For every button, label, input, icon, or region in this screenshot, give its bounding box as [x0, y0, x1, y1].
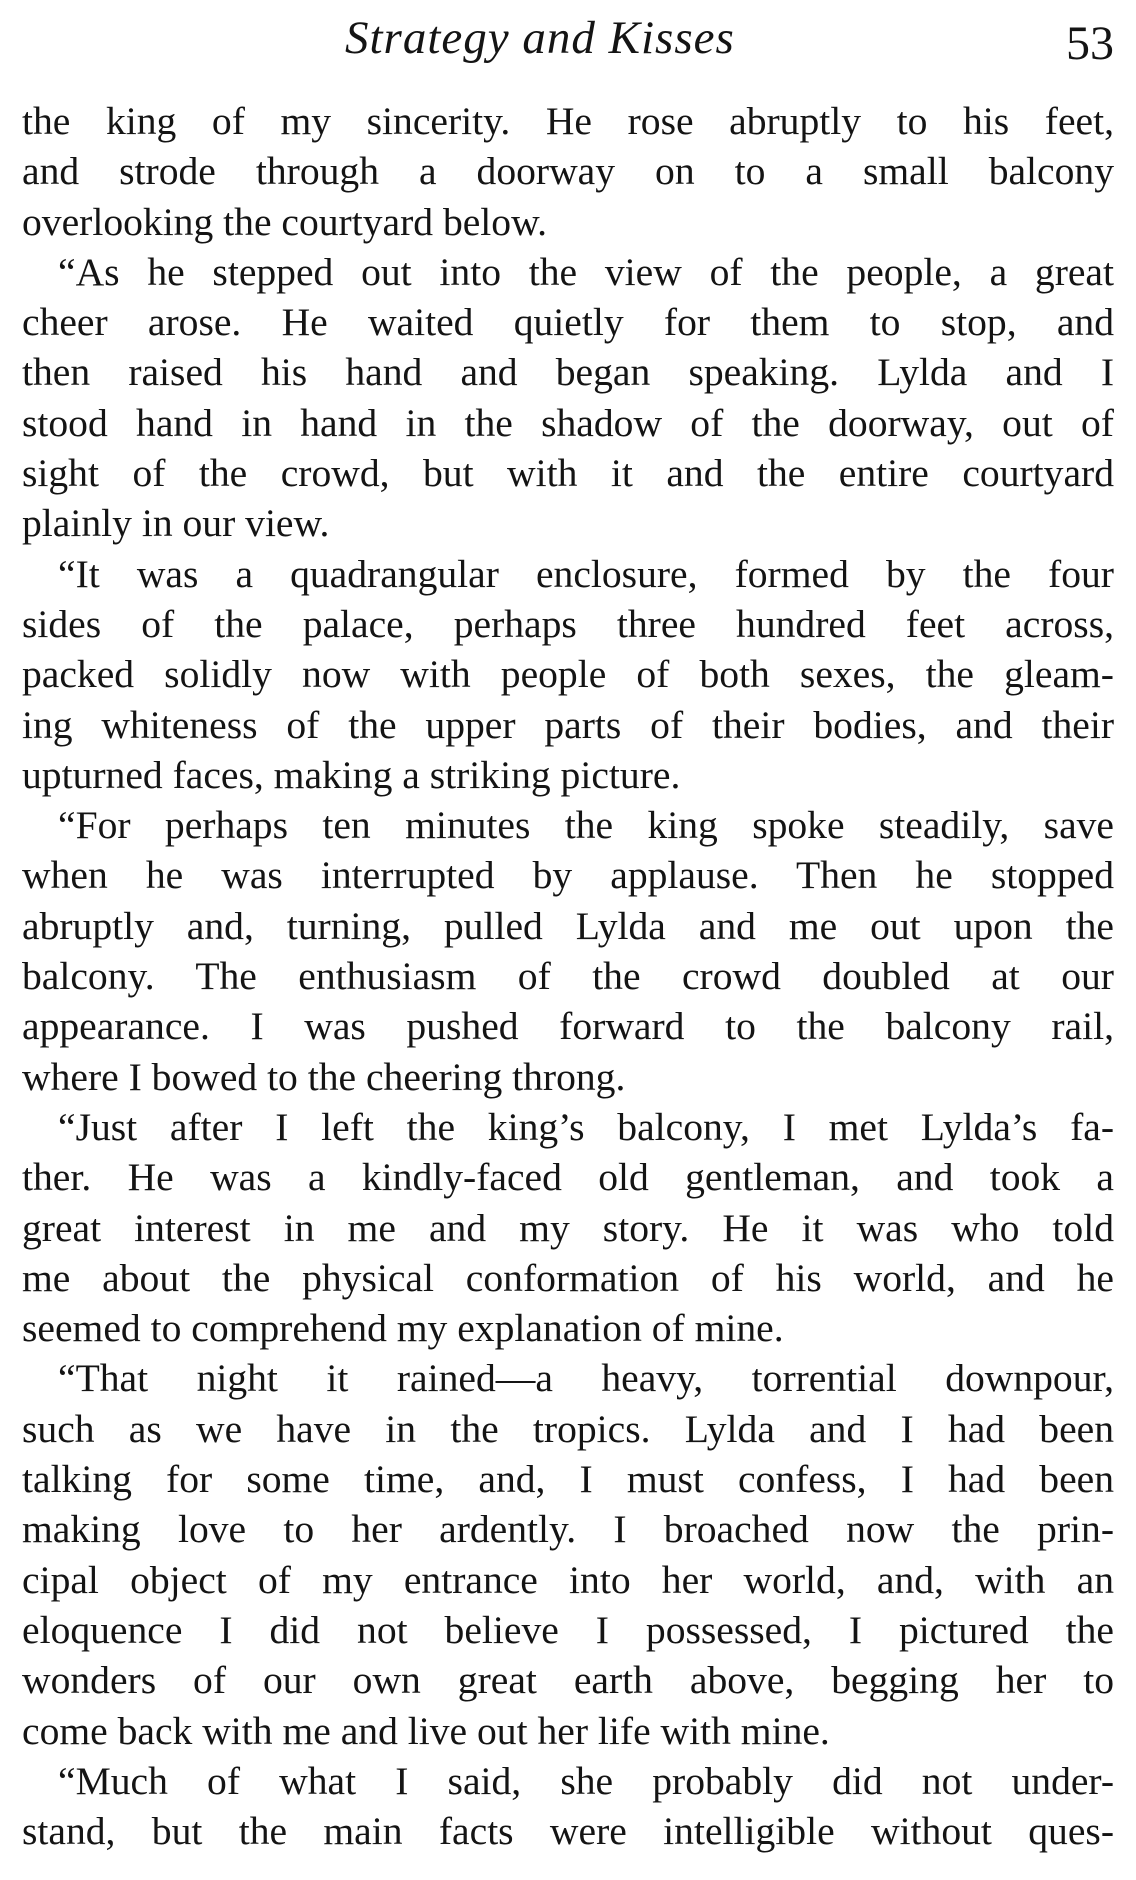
- text-line: making love to her ardently. I broached now the prin-: [22, 1507, 1114, 1552]
- text-line: come back with me and live out her life with mine.: [22, 1708, 830, 1753]
- text-line: me about the physical conformation of his world, and he: [22, 1255, 1114, 1300]
- text-line: where I bowed to the cheering throng.: [22, 1054, 626, 1099]
- text-line: “It was a quadrangular enclosure, formed by the four: [58, 551, 1114, 596]
- text-line: appearance. I was pushed forward to the balcony rail,: [22, 1004, 1114, 1049]
- text-line: upturned faces, making a striking picture.: [22, 752, 681, 797]
- text-line: great interest in me and my story. He it was who told: [22, 1205, 1114, 1250]
- text-line: “Just after I left the king’s balcony, I met Lylda’s fa-: [58, 1104, 1114, 1149]
- text-line: wonders of our own great earth above, begging her to: [22, 1658, 1114, 1703]
- text-line: “For perhaps ten minutes the king spoke steadily, save: [58, 803, 1114, 848]
- text-line: eloquence I did not believe I possessed, I pictured the: [22, 1607, 1114, 1652]
- paragraph: [22, 247, 1114, 549]
- paragraph: [22, 1756, 1114, 1857]
- text-line: seemed to comprehend my explanation of mine.: [22, 1306, 784, 1351]
- text-line: and strode through a doorway on to a small balcony: [22, 149, 1114, 194]
- text-line: sight of the crowd, but with it and the entire courtyard: [22, 451, 1114, 496]
- text-line: ther. He was a kindly-faced old gentleman, and took a: [22, 1155, 1114, 1200]
- running-head: Strategy and Kisses: [345, 12, 735, 64]
- paragraph: [22, 1353, 1114, 1755]
- text-line: when he was interrupted by applause. Then he stopped: [22, 853, 1114, 898]
- text-line: plainly in our view.: [22, 501, 330, 546]
- paragraph: [22, 800, 1114, 1102]
- paragraph: [22, 549, 1114, 800]
- text-line: the king of my sincerity. He rose abruptly to his feet,: [22, 99, 1114, 143]
- paragraph: [22, 96, 1114, 247]
- page-header: [0, 0, 1136, 80]
- body-text: [22, 96, 1114, 1856]
- text-line: talking for some time, and, I must confess, I had been: [22, 1457, 1114, 1502]
- text-line: stand, but the main facts were intelligible without ques-: [22, 1809, 1114, 1854]
- text-line: “Much of what I said, she probably did not under-: [58, 1758, 1114, 1803]
- text-line: cipal object of my entrance into her world, and, with an: [22, 1557, 1114, 1602]
- text-line: “As he stepped out into the view of the people, a great: [58, 249, 1114, 294]
- text-line: stood hand in hand in the shadow of the doorway, out of: [22, 400, 1114, 445]
- text-line: such as we have in the tropics. Lylda and I had been: [22, 1406, 1114, 1451]
- text-line: packed solidly now with people of both sexes, the gleam-: [22, 652, 1114, 697]
- text-line: “That night it rained—a heavy, torrential downpour,: [58, 1356, 1114, 1401]
- text-line: overlooking the courtyard below.: [22, 199, 547, 244]
- text-line: abruptly and, turning, pulled Lylda and me out upon the: [22, 903, 1114, 948]
- text-line: then raised his hand and began speaking. Lylda and I: [22, 350, 1114, 395]
- page-number: 53: [1066, 17, 1114, 70]
- text-line: balcony. The enthusiasm of the crowd doubled at our: [22, 954, 1114, 999]
- text-line: ing whiteness of the upper parts of their bodies, and their: [22, 702, 1114, 747]
- paragraph: [22, 1102, 1114, 1353]
- text-line: sides of the palace, perhaps three hundred feet across,: [22, 601, 1114, 646]
- text-line: cheer arose. He waited quietly for them to stop, and: [22, 300, 1114, 345]
